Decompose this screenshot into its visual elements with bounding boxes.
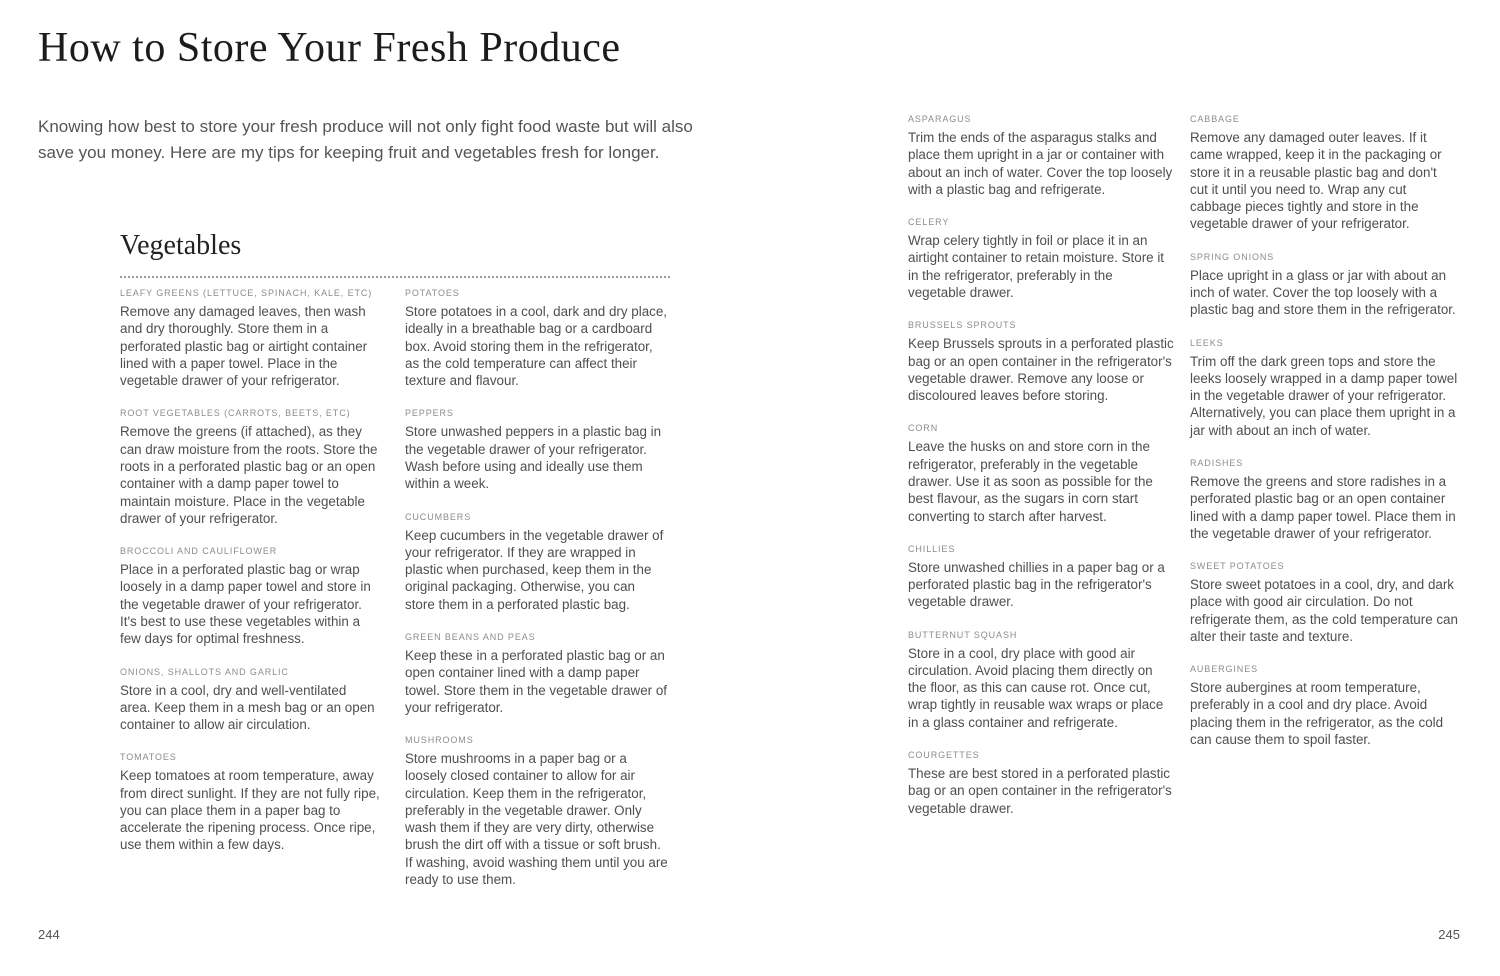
produce-name-label: GREEN BEANS AND PEAS xyxy=(405,631,536,642)
produce-name-label: CHILLIES xyxy=(908,543,956,554)
produce-instructions: These are best stored in a perforated plastic bag or an open container in the refrigerator's vegetable drawer. xyxy=(908,766,1172,816)
produce-name-label: SWEET POTATOES xyxy=(1190,561,1285,572)
produce-name-label: ROOT VEGETABLES (CARROTS, BEETS, ETC) xyxy=(120,408,351,419)
dotted-divider xyxy=(120,276,670,278)
produce-name-label: ASPARAGUS xyxy=(908,114,972,124)
produce-name-label: CORN xyxy=(908,423,939,434)
left-page-column-1 xyxy=(120,288,380,873)
produce-name-label: PEPPERS xyxy=(405,408,454,419)
produce-entry xyxy=(1190,664,1458,748)
produce-entry xyxy=(1190,252,1458,319)
produce-entry xyxy=(120,546,380,647)
produce-entry xyxy=(120,288,380,389)
produce-entry xyxy=(1190,561,1458,645)
produce-instructions: Trim the ends of the asparagus stalks and place them upright in a jar or container with about an inch of water. Cover the top loosely with a plastic bag and refrigerate. xyxy=(908,130,1173,197)
produce-name-label: COURGETTES xyxy=(908,750,980,761)
produce-entry xyxy=(405,735,668,888)
produce-entry xyxy=(908,423,1174,524)
produce-entry xyxy=(405,512,668,613)
produce-instructions: Remove the greens (if attached), as they can draw moisture from the roots. Store the roots in a perforated plastic bag or an open container with a damp paper towel to maintain moisture. Place in the vegetable drawer of your refrigerator. xyxy=(120,424,378,526)
produce-name-label: BUTTERNUT SQUASH xyxy=(908,629,1018,640)
produce-instructions: Store aubergines at room temperature, preferably in a cool and dry place. Avoid placing them in the refrigerator, as the cold can cause them to spoil faster. xyxy=(1190,680,1444,748)
produce-instructions: Trim off the dark green tops and store the leeks loosely wrapped in a damp paper towel in the vegetable drawer of your refrigerator. Alternatively, you can place them upright in a jar with about an inch of water. xyxy=(1190,353,1458,438)
produce-name-label: RADISHES xyxy=(1190,457,1244,468)
produce-instructions: Keep tomatoes at room temperature, away from direct sunlight. If they are not fully ripe, you can place them in a paper bag to accelerate the ripening process. Once ripe, use them within a few days. xyxy=(120,768,380,853)
page-number-right: 245 xyxy=(1438,927,1460,942)
produce-instructions: Place upright in a glass or jar with about an inch of water. Cover the top loosely with a plastic bag and store them in the refrigerator. xyxy=(1190,267,1456,318)
produce-entry xyxy=(908,320,1174,404)
produce-name-label: BRUSSELS SPROUTS xyxy=(908,320,1017,331)
produce-instructions: Store unwashed peppers in a plastic bag in the vegetable drawer of your refrigerator. Wash before using and ideally use them within a week. xyxy=(405,424,662,492)
produce-name-label: AUBERGINES xyxy=(1190,664,1259,675)
produce-instructions: Place in a perforated plastic bag or wrap loosely in a damp paper towel and store in the vegetable drawer of your refrigerator. It's best to use these vegetables within a few days for optimal freshness. xyxy=(120,562,371,647)
produce-entry xyxy=(405,408,668,492)
produce-instructions: Remove the greens and store radishes in a perforated plastic bag or an open container lined with a damp paper towel. Place them in the vegetable drawer of your refrigerator. xyxy=(1190,473,1456,541)
produce-instructions: Keep Brussels sprouts in a perforated plastic bag or an open container in the refrigerator's vegetable drawer. Remove any loose or discoloured leaves before storing. xyxy=(908,336,1174,404)
page-number-left: 244 xyxy=(38,927,60,942)
produce-name-label: SPRING ONIONS xyxy=(1190,251,1275,262)
produce-name-label: CUCUMBERS xyxy=(405,511,472,522)
intro-paragraph: Knowing how best to store your fresh produce will not only fight food waste but will also save you money. Here are my tips for keeping fruit and vegetables fresh for longer. xyxy=(38,117,693,163)
produce-instructions: Store sweet potatoes in a cool, dry, and dark place with good air circulation. Do not refrigerate them, as the cold temperature can alter their taste and texture. xyxy=(1190,577,1458,644)
produce-entry xyxy=(908,217,1174,301)
page-title: How to Store Your Fresh Produce xyxy=(38,25,621,71)
produce-instructions: Keep these in a perforated plastic bag or an open container lined with a damp paper towel. Store them in the vegetable drawer of your refrigerator. xyxy=(405,647,668,715)
vegetables-section-header xyxy=(120,230,670,278)
produce-instructions: Store in a cool, dry and well-ventilated area. Keep them in a mesh bag or an open container to allow air circulation. xyxy=(120,682,375,733)
produce-instructions: Wrap celery tightly in foil or place it in an airtight container to retain moisture. Store it in the refrigerator, preferably in the vegetable drawer. xyxy=(908,233,1165,300)
produce-name-label: POTATOES xyxy=(405,288,460,298)
produce-instructions: Remove any damaged outer leaves. If it came wrapped, keep it in the packaging or store it in a reusable plastic bag and don't cut it until you need to. Wrap any cut cabbage pieces tightly and store in the vegetable drawer of your refrigerator. xyxy=(1190,130,1442,232)
produce-instructions: Store potatoes in a cool, dark and dry place, ideally in a breathable bag or a cardboard box. Avoid storing them in the refrigerator, as the cold temperature can affect their texture and flavour. xyxy=(405,304,668,389)
produce-entry xyxy=(1190,114,1458,233)
produce-name-label: CABBAGE xyxy=(1190,114,1240,124)
produce-instructions: Remove any damaged leaves, then wash and dry thoroughly. Store them in a perforated plastic bag or airtight container lined with a paper towel. Place in the vegetable drawer of your refrigerator. xyxy=(120,304,368,389)
produce-instructions: Store mushrooms in a paper bag or a loosely closed container to allow for air circulation. Keep them in the refrigerator, preferably in the vegetable drawer. Only wash them if they are very dirty, otherwise brush the dirt off with a tissue or soft brush. If washing, avoid washing them until you are ready to use them. xyxy=(405,751,668,888)
produce-entry xyxy=(1190,338,1458,439)
produce-entry xyxy=(120,667,380,734)
produce-name-label: TOMATOES xyxy=(120,752,177,763)
right-page-column-2 xyxy=(1190,114,1458,767)
left-page-column-2 xyxy=(405,288,668,907)
produce-entry xyxy=(405,288,668,389)
produce-entry xyxy=(908,114,1174,198)
produce-name-label: LEEKS xyxy=(1190,337,1224,348)
produce-instructions: Keep cucumbers in the vegetable drawer of your refrigerator. If they are wrapped in plastic when purchased, keep them in the original packaging. Otherwise, you can store them in a perforated plastic bag. xyxy=(405,527,664,612)
produce-name-label: CELERY xyxy=(908,217,950,228)
produce-entry xyxy=(120,752,380,853)
produce-name-label: MUSHROOMS xyxy=(405,735,474,746)
produce-entry xyxy=(908,750,1174,817)
right-page-column-1 xyxy=(908,114,1174,836)
produce-instructions: Store in a cool, dry place with good air circulation. Avoid placing them directly on the floor, as this can cause rot. Once cut, wrap tightly in reusable wax wraps or place in a glass container and refrigerate. xyxy=(908,645,1164,730)
produce-entry xyxy=(405,632,668,716)
produce-name-label: LEAFY GREENS (LETTUCE, SPINACH, KALE, ETC) xyxy=(120,288,373,298)
produce-name-label: ONIONS, SHALLOTS AND GARLIC xyxy=(120,666,289,677)
produce-entry xyxy=(120,408,380,527)
produce-entry xyxy=(908,544,1174,611)
section-heading: Vegetables xyxy=(120,230,242,261)
produce-instructions: Store unwashed chillies in a paper bag or a perforated plastic bag in the refrigerator's vegetable drawer. xyxy=(908,559,1165,610)
produce-name-label: BROCCOLI AND CAULIFLOWER xyxy=(120,546,278,557)
produce-instructions: Leave the husks on and store corn in the refrigerator, preferably in the vegetable drawer. Use it as soon as possible for the best flavour, as the sugars in corn start converting to starch after harvest. xyxy=(908,439,1153,524)
produce-entry xyxy=(1190,458,1458,542)
produce-entry xyxy=(908,630,1174,731)
